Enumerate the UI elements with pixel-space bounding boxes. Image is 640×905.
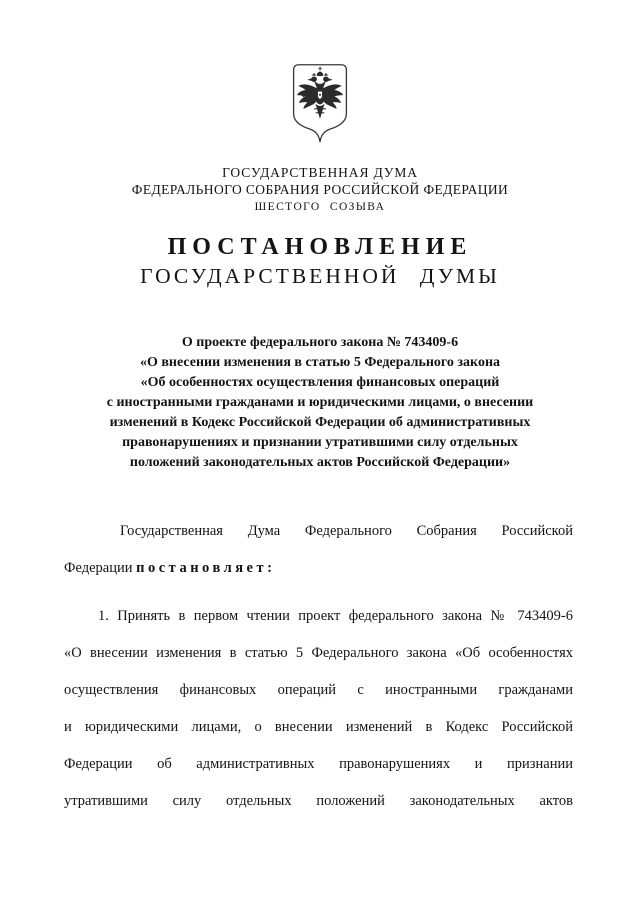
doc-type-title: ПОСТАНОВЛЕНИЕ — [167, 234, 473, 260]
body-line: утратившими силу отдельных положений законодательных актов — [64, 793, 573, 809]
org-name-line1: ГОСУДАРСТВЕННАЯ ДУМА — [222, 165, 418, 180]
body-line: 1. Принять в первом чтении проект федерального закона № 743409-6 — [98, 608, 573, 624]
body-line — [64, 550, 573, 587]
subject-line: «О внесении изменения в статью 5 Федерального закона — [139, 355, 501, 370]
body-line: «О внесении изменения в статью 5 Федерального закона «Об особенностях — [64, 645, 573, 661]
subject-line: с иностранными гражданами и юридическими лицами, о внесении — [106, 395, 534, 410]
org-name-line2: ФЕДЕРАЛЬНОГО СОБРАНИЯ РОССИЙСКОЙ ФЕДЕРАЦИИ — [131, 182, 509, 197]
body-line: и юридическими лицами, о внесении изменений в Кодекс Российской — [64, 719, 573, 735]
subject-line: правонарушениях и признании утратившими силу отдельных — [122, 435, 518, 450]
resolution-body — [64, 513, 573, 820]
body-line: Федерации об административных правонарушениях и признании — [64, 756, 573, 772]
body-paragraph — [64, 513, 573, 587]
body-line: Государственная Дума Федерального Собрания Российской — [120, 523, 573, 539]
subject-line: изменений в Кодекс Российской Федерации об административных — [109, 415, 531, 430]
resolves-keyword: постановляет: — [136, 560, 276, 576]
coat-of-arms — [287, 62, 353, 153]
double-headed-eagle-icon — [287, 62, 353, 148]
subject-line: положений законодательных актов Российской Федерации» — [129, 455, 511, 470]
body-line-text: Федерации — [64, 560, 137, 576]
subject-line: О проекте федерального закона № 743409-6 — [181, 335, 459, 350]
subject-line: «Об особенностях осуществления финансовых операций — [140, 375, 500, 390]
doc-type-header — [0, 234, 640, 289]
body-line: осуществления финансовых операций с иностранными гражданами — [64, 682, 573, 698]
doc-type-subtitle: ГОСУДАРСТВЕННОЙ ДУМЫ — [140, 264, 500, 288]
body-paragraph — [64, 598, 573, 820]
resolution-subject — [40, 333, 600, 473]
convocation-line: ШЕСТОГО СОЗЫВА — [254, 201, 386, 213]
org-header — [0, 164, 640, 215]
